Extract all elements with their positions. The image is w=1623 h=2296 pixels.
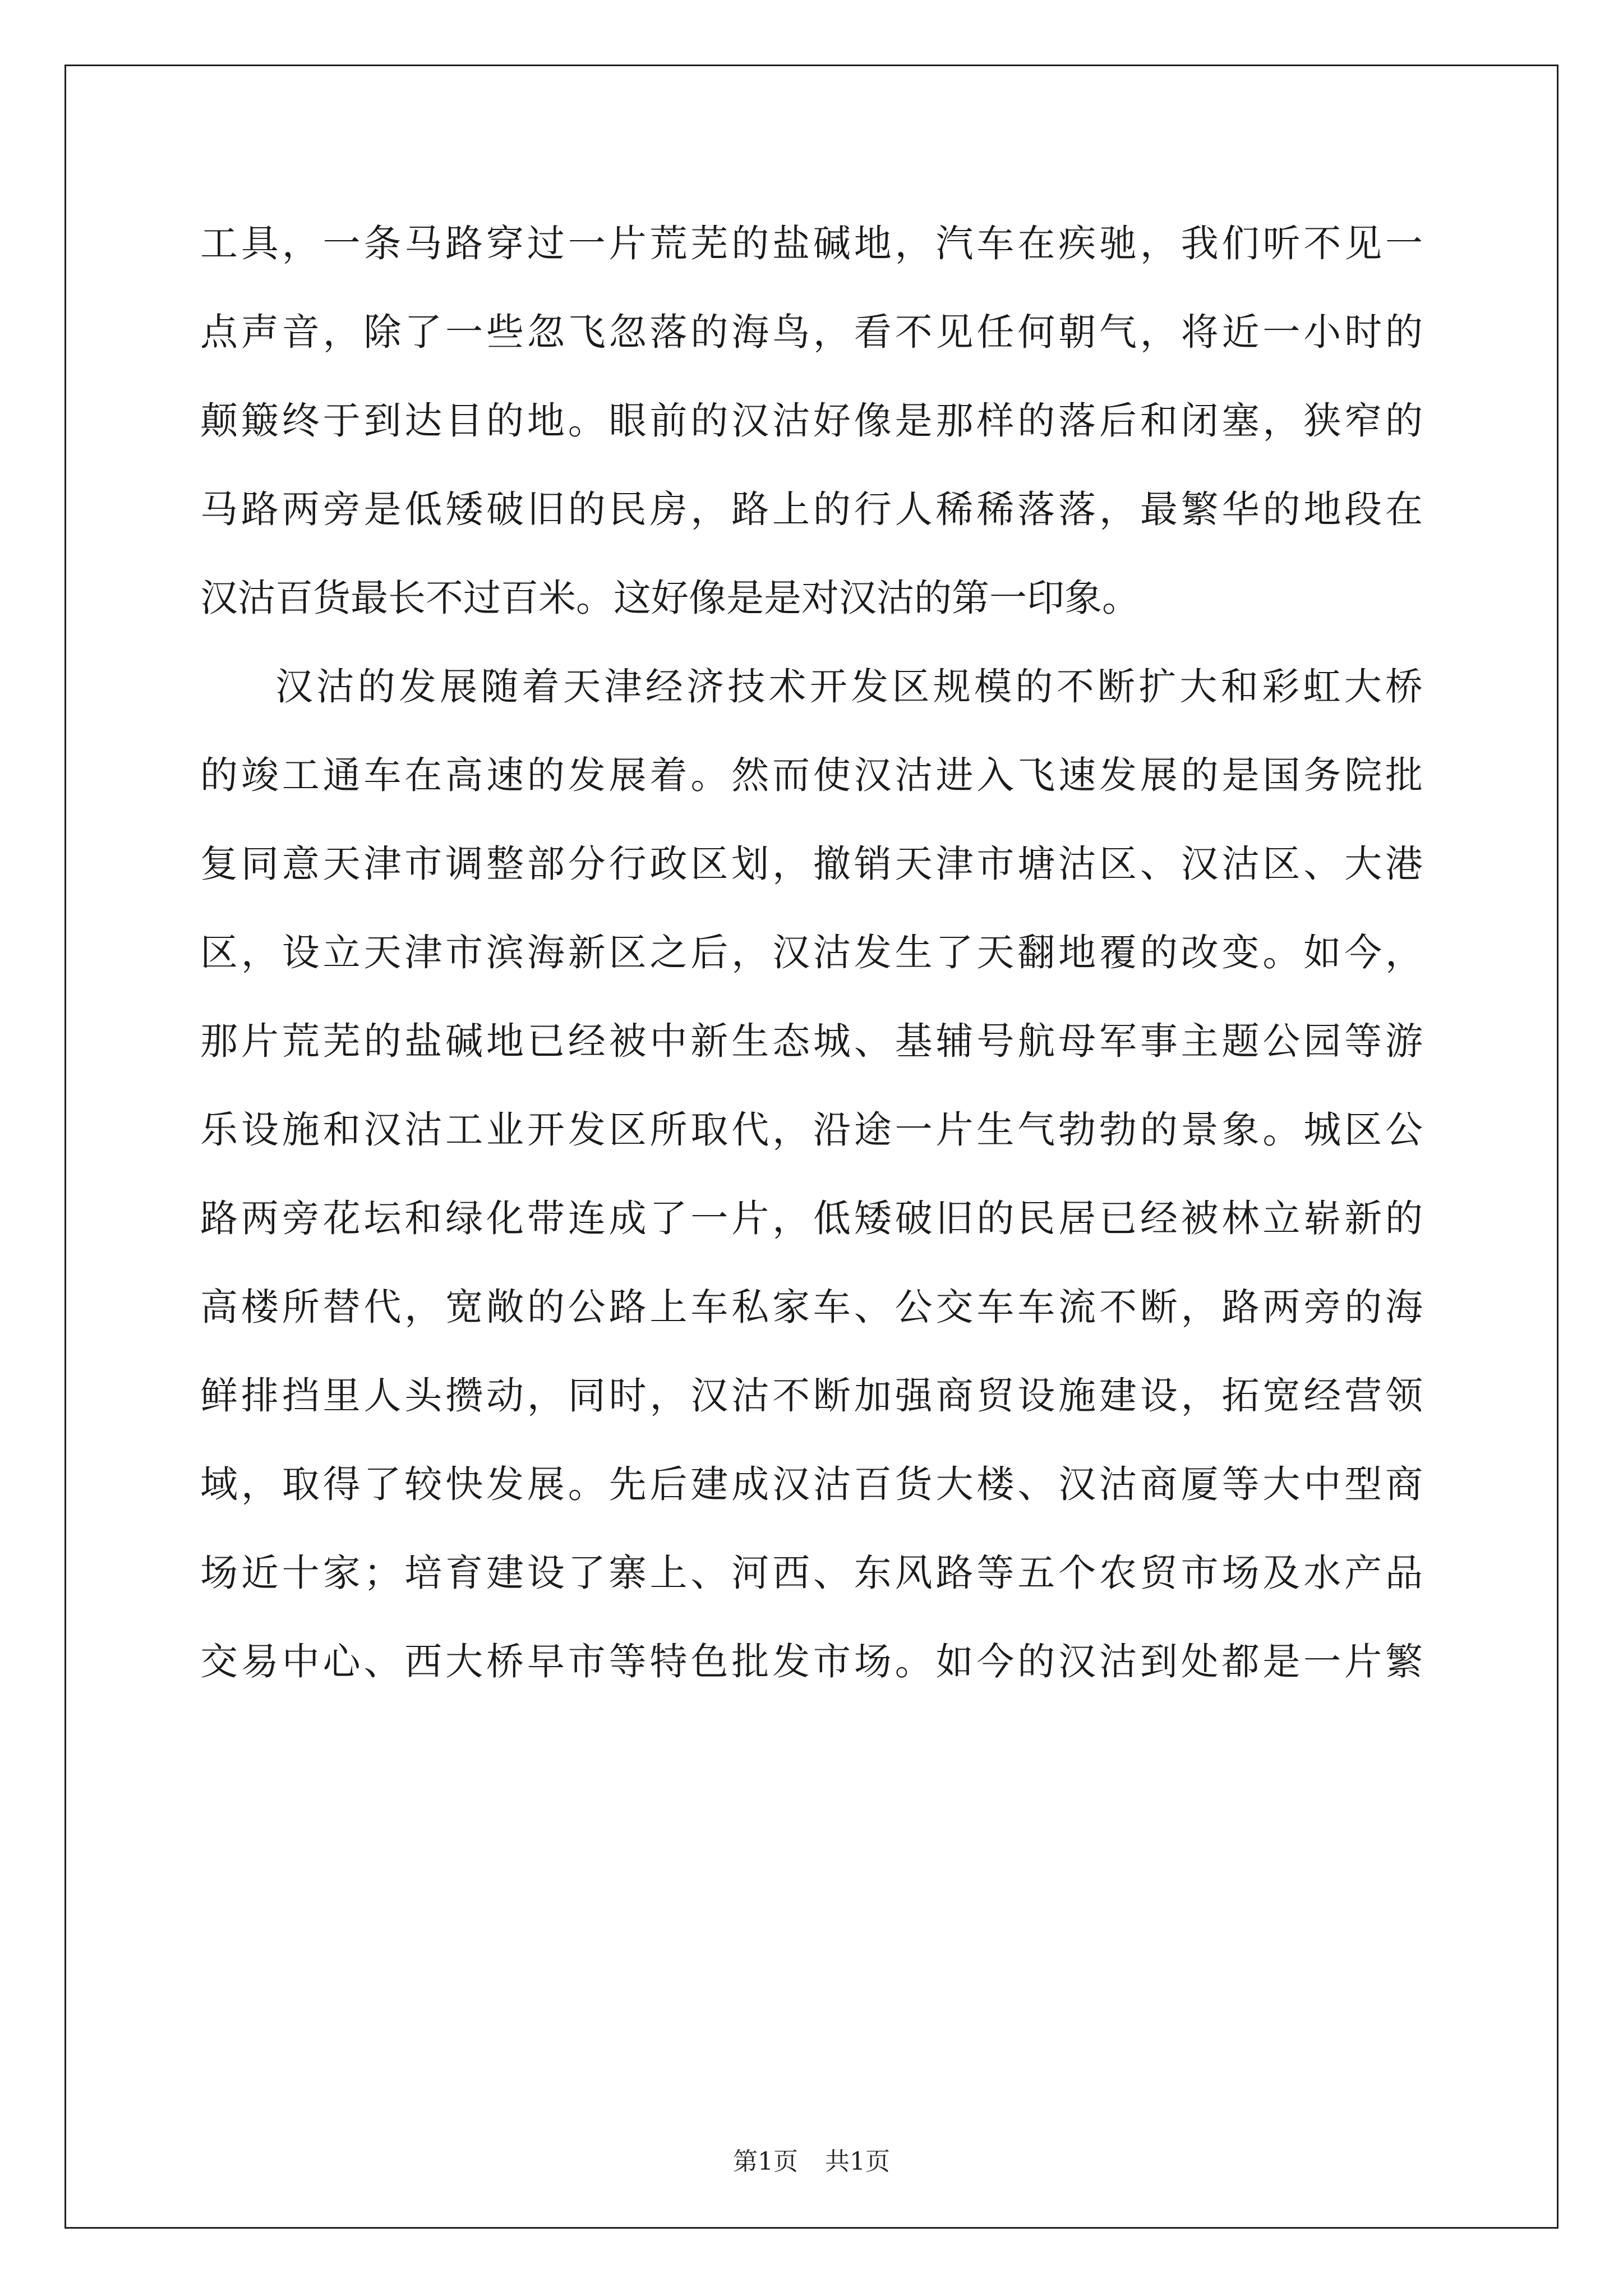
text-line: 那片荒芜的盐碱地已经被中新生态城、基辅号航母军事主题公园等游 [200, 1019, 1423, 1063]
text-line: 乐设施和汉沽工业开发区所取代，沿途一片生气勃勃的景象。城区公 [200, 1108, 1423, 1152]
paragraph-1 [200, 199, 1423, 642]
text-line: 工具，一条马路穿过一片荒芜的盐碱地，汽车在疾驰，我们听不见一 [200, 222, 1423, 265]
page-total: 共1页 [825, 2147, 890, 2176]
text-line: 鲜排挡里人头攒动，同时，汉沽不断加强商贸设施建设，拓宽经营领 [200, 1374, 1423, 1418]
text-line [200, 1706, 1423, 1795]
document-body [200, 199, 1423, 1795]
text-line: 高楼所替代，宽敞的公路上车私家车、公交车车流不断，路两旁的海 [200, 1285, 1423, 1329]
text-line: 交易中心、西大桥早市等特色批发市场。如今的汉沽到处都是一片繁 [200, 1640, 1423, 1683]
text-line: 汉沽百货最长不过百米。这好像是是对汉沽的第一印象。 [200, 576, 1140, 620]
text-line: 区，设立天津市滨海新区之后，汉沽发生了天翻地覆的改变。如今， [200, 931, 1423, 974]
text-line: 点声音，除了一些忽飞忽落的海鸟，看不见任何朝气，将近一小时的 [200, 310, 1423, 354]
page-footer [0, 2146, 1623, 2178]
paragraph-2 [200, 642, 1423, 1795]
text-line: 马路两旁是低矮破旧的民房，路上的行人稀稀落落，最繁华的地段在 [200, 487, 1423, 531]
text-line: 场近十家；培育建设了寨上、河西、东风路等五个农贸市场及水产品 [200, 1551, 1423, 1595]
text-line: 域，取得了较快发展。先后建成汉沽百货大楼、汉沽商厦等大中型商 [200, 1462, 1423, 1506]
text-line: 路两旁花坛和绿化带连成了一片，低矮破旧的民居已经被林立崭新的 [200, 1197, 1423, 1240]
page-number: 第1页 [733, 2147, 798, 2176]
text-line: 复同意天津市调整部分行政区划，撤销天津市塘沽区、汉沽区、大港 [200, 842, 1423, 886]
text-line: 汉沽的发展随着天津经济技术开发区规模的不断扩大和彩虹大桥 [275, 665, 1423, 708]
text-line: 颠簸终于到达目的地。眼前的汉沽好像是那样的落后和闭塞，狭窄的 [200, 399, 1423, 443]
text-line: 的竣工通车在高速的发展着。然而使汉沽进入飞速发展的是国务院批 [200, 753, 1423, 797]
